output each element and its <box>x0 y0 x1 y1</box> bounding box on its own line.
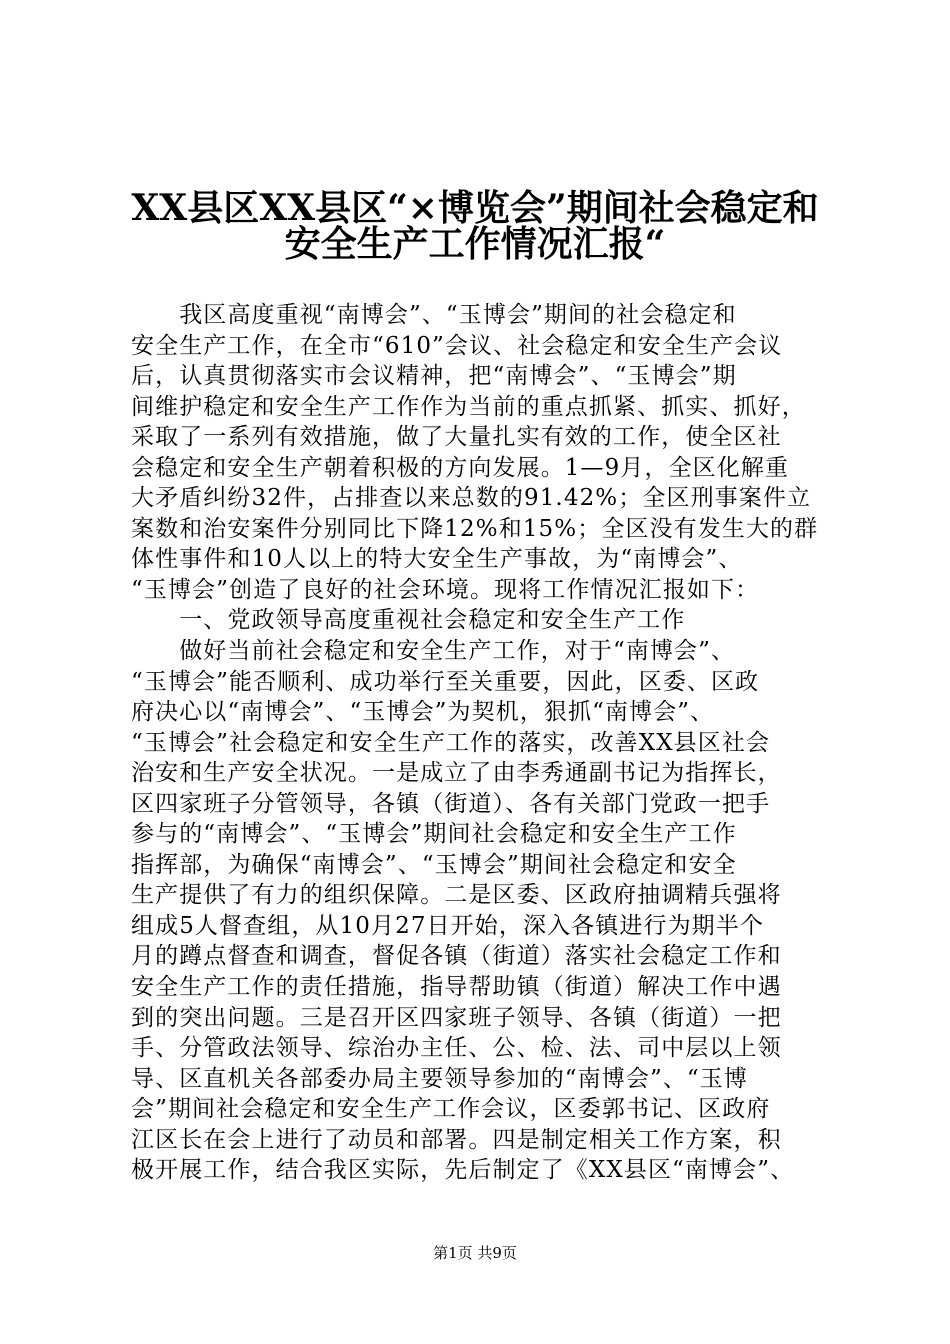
body-text-line: 月的蹲点督查和调查，督促各镇（街道）落实社会稳定工作和 <box>131 943 782 970</box>
document-title-line-1: XX县区XX县区“×博览会”期间社会稳定和 <box>131 187 819 229</box>
body-text-line: 组成5人督查组，从10月27日开始，深入各镇进行为期半个 <box>131 912 764 939</box>
body-text-line: 治安和生产安全状况。一是成立了由李秀通副书记为指挥长， <box>131 760 782 787</box>
body-text-line: 做好当前社会稳定和安全生产工作，对于“南博会”、 <box>131 638 736 665</box>
body-text-line: 区四家班子分管领导，各镇（街道）、各有关部门党政一把手 <box>131 790 771 817</box>
document-title-line-2: 安全生产工作情况汇报“ <box>284 223 666 265</box>
body-text-line: 会”期间社会稳定和安全生产工作会议，区委郭书记、区政府 <box>131 1096 771 1123</box>
body-text-line: “玉博会”创造了良好的社会环境。现将工作情况汇报如下： <box>131 576 760 603</box>
body-text-line: 安全生产工作的责任措施，指导帮助镇（街道）解决工作中遇 <box>131 974 782 1001</box>
body-text-line: 一、党政领导高度重视社会稳定和安全生产工作 <box>131 607 686 634</box>
body-text-line: 采取了一系列有效措施，做了大量扎实有效的工作，使全区社 <box>131 424 782 451</box>
body-text-line: 体性事件和10人以上的特大安全生产事故，为“南博会”、 <box>131 546 743 573</box>
body-text-line: 极开展工作，结合我区实际，先后制定了《XX县区“南博会”、 <box>131 1157 795 1184</box>
body-text-line: 府决心以“南博会”、“玉博会”为契机，狠抓“南博会”、 <box>131 699 715 726</box>
body-text-line: 导、区直机关各部委办局主要领导参加的“南博会”、“玉博 <box>131 1065 748 1092</box>
page-footer: 第1页 共9页 <box>433 1244 517 1262</box>
body-text-line: 参与的“南博会”、“玉博会”期间社会稳定和安全生产工作 <box>131 821 737 848</box>
body-text-line: 到的突出问题。三是召开区四家班子领导、各镇（街道）一把 <box>131 1004 782 1031</box>
body-text-line: 指挥部，为确保“南博会”、“玉博会”期间社会稳定和安全 <box>131 851 737 878</box>
document-body <box>131 300 827 1186</box>
body-text-line: 间维护稳定和安全生产工作作为当前的重点抓紧、抓实、抓好， <box>131 393 806 420</box>
body-text-line: 案数和治安案件分别同比下降12%和15%；全区没有发生大的群 <box>131 515 819 542</box>
body-text-line: 后，认真贯彻落实市会议精神，把“南博会”、“玉博会”期 <box>131 363 737 390</box>
body-text-line: 生产提供了有力的组织保障。二是区委、区政府抽调精兵强将 <box>131 882 782 909</box>
body-text-line: 江区长在会上进行了动员和部署。四是制定相关工作方案，积 <box>131 1126 782 1153</box>
body-text-line: “玉博会”能否顺利、成功举行至关重要，因此，区委、区政 <box>131 668 760 695</box>
body-text-line: 我区高度重视“南博会”、“玉博会”期间的社会稳定和 <box>131 302 737 328</box>
body-text-line: 手、分管政法领导、综治办主任、公、检、法、司中层以上领 <box>131 1035 782 1062</box>
body-text-line: “玉博会”社会稳定和安全生产工作的落实，改善XX县区社会 <box>131 729 771 756</box>
body-text-line: 大矛盾纠纷32件，占排查以来总数的91.42%；全区刑事案件立 <box>131 485 812 512</box>
body-text-line: 会稳定和安全生产朝着积极的方向发展。1—9月，全区化解重 <box>131 454 790 481</box>
body-text-line: 安全生产工作，在全市“610”会议、社会稳定和安全生产会议 <box>131 332 783 359</box>
